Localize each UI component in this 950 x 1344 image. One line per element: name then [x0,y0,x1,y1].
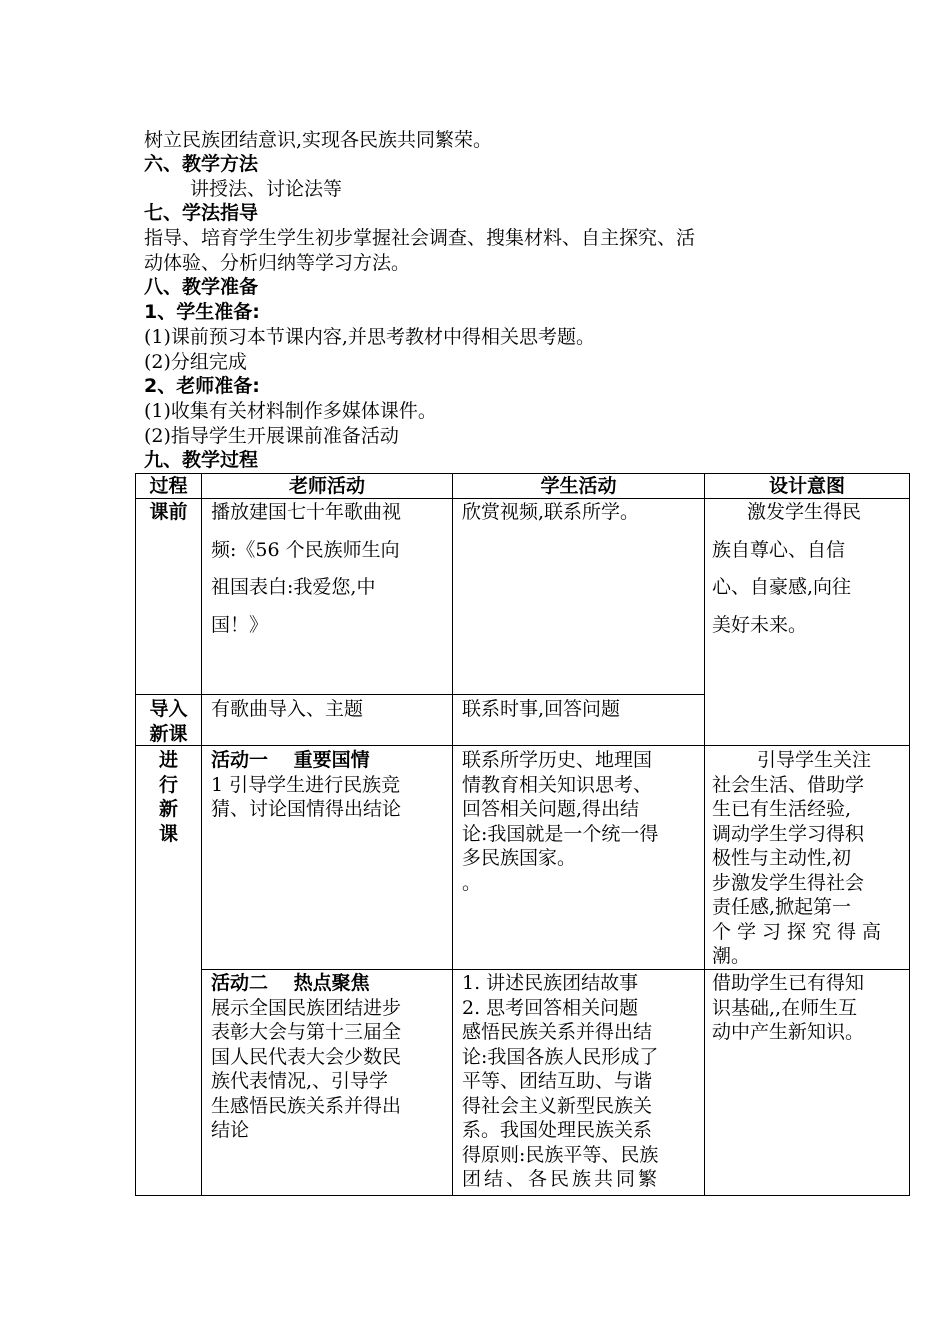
student-activity-cell: 欣赏视频,联系所学。 [462,501,640,523]
subheading-student-prep: 1、学生准备: [144,301,260,323]
student-activity-cell: 1. 讲述民族团结故事 2. 思考回答相关问题 感悟民族关系并得出结 论:我国各族人民形成了 平等、团结互助、与谐 得社会主义新型民族关 系。我国处理民族关系 得原则:民族平等、民族 团结、各民族共同繁 [462,972,661,1190]
text-line: (2)指导学生开展课前准备活动 [144,425,399,447]
header-student-activity: 学生活动 [540,475,617,497]
teacher-activity-cell: 活动一 重要国情 1 引导学生进行民族竞 猜、讨论国情得出结论 [211,749,402,820]
section-heading-preparation: 八、教学准备 [144,276,259,298]
section-heading-guidance: 七、学法指导 [144,202,259,224]
teacher-activity-cell: 播放建国七十年歌曲视 频:《56 个民族师生向 祖国表白:我爱您,中 国！》 [211,501,402,636]
text-line: (1)收集有关材料制作多媒体课件。 [144,400,437,422]
header-design-intent: 设计意图 [768,475,845,497]
teacher-activity-cell: 活动二 热点聚焦 展示全国民族团结进步 表彰大会与第十三届全 国人民代表大会少数民 族代表情况,、引导学 生感悟民族关系并得出 结论 [211,972,402,1141]
teacher-activity-cell: 有歌曲导入、主题 [211,698,364,720]
text-line: 树立民族团结意识,实现各民族共同繁荣。 [144,129,493,151]
text-line: 动体验、分析归纳等学习方法。 [144,252,411,274]
text-line: 讲授法、讨论法等 [190,178,343,200]
section-heading-methods: 六、教学方法 [144,153,259,175]
subheading-teacher-prep: 2、老师准备: [144,375,260,397]
header-teacher-activity: 老师活动 [288,475,365,497]
header-stage: 过程 [149,475,188,497]
stage-before-class: 课前 [149,501,188,523]
design-intent-cell: 引导学生关注 社会生活、借助学 生已有生活经验, 调动学生学习得积 极性与主动性,初 步激发学生得社会 责任感,掀起第一 个学习探究得高 潮。 [712,749,888,967]
text-line: (1)课前预习本节课内容,并思考教材中得相关思考题。 [144,326,595,348]
text-line: (2)分组完成 [144,351,247,373]
stage-intro: 导入 新课 [149,698,188,745]
text-line: 指导、培育学生学生初步掌握社会调查、搜集材料、自主探究、活 [144,227,696,249]
section-heading-process: 九、教学过程 [144,449,259,471]
student-activity-cell: 联系所学历史、地理国 情教育相关知识思考、 回答相关问题,得出结 论:我国就是一个统一得 多民族国家。 。 [462,749,659,894]
stage-new-lesson: 进 行 新 课 [158,749,178,845]
design-intent-cell: 借助学生已有得知 识基础,,在师生互 动中产生新知识。 [712,972,865,1043]
design-intent-cell: 激发学生得民 族自尊心、自信 心、自豪感,向往 美好未来。 [712,501,862,636]
student-activity-cell: 联系时事,回答问题 [462,698,621,720]
